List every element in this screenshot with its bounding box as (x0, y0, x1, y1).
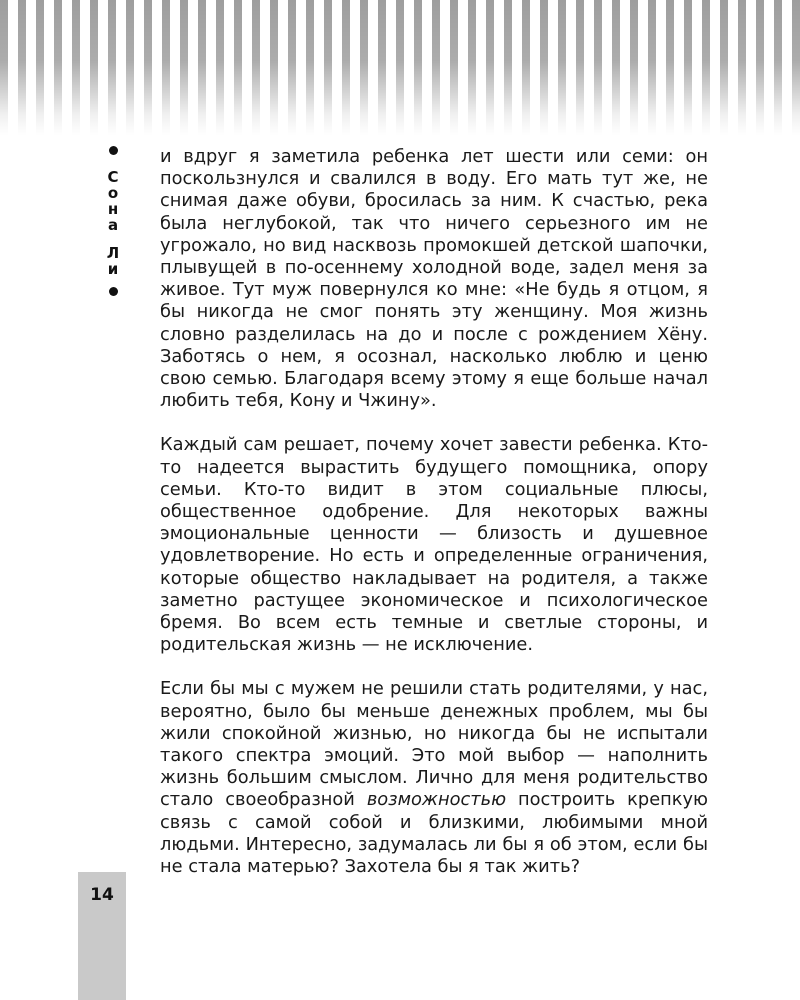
paragraph-2: Каждый сам решает, почему хочет завести ребенка. Кто-то надеется вырастить будущего помощника, опору семьи. Кто-то видит в этом социальные плюсы, общественное одобрение. Для некоторых важны эмоциональные ценности — близость и душевное удовлетворение. Но есть и определенные ограничения, которые общество накладывает на родителя, а также заметно растущее экономическое и психологическое бремя. Во всем есть темные и светлые стороны, и родительская жизнь — не исключение. (160, 434, 708, 656)
bullet-dot-top (109, 146, 118, 155)
paragraph-3-italic: возможностью (366, 789, 507, 811)
author-letter: н (107, 200, 119, 218)
paragraph-3 (160, 678, 708, 878)
author-letter: о (107, 184, 119, 202)
body-text (160, 146, 708, 900)
author-name-vertical (107, 169, 119, 277)
author-sidebar (100, 146, 126, 296)
author-letter: и (107, 260, 119, 278)
bullet-dot-bottom (109, 287, 118, 296)
author-letter: а (107, 216, 119, 234)
page-number: 14 (90, 885, 114, 905)
header-fade (0, 0, 800, 135)
author-letter: Л (106, 244, 120, 262)
paragraph-1: и вдруг я заметила ребенка лет шести или семи: он поскользнулся и свалился в воду. Его мать тут же, не снимая даже обуви, бросилась за ним. К счастью, река была неглубокой, так что ничего серьезного им не угрожало, но вид насквозь промокшей детской шапочки, плывущей в по-осеннему холодной воде, задел меня за живое. Тут муж повернулся ко мне: «Не будь я отцом, я бы никогда не смог понять эту женщину. Моя жизнь словно разделилась на до и после с рождением Хёну. Заботясь о нем, я осознал, насколько люблю и ценю свою семью. Благодаря всему этому я еще больше начал любить тебя, Кону и Чжину». (160, 146, 708, 412)
paragraph-3-start: Если бы мы с мужем не решили стать родителями, у нас, вероятно, было бы меньше денежных проблем, мы бы жили спокойной жизнью, но никогда бы не испытали такого спектра эмоций. Это мой выбор — наполнить жизнь большим смыслом. Лично для меня родительство стало своеобразной (160, 678, 708, 811)
author-letter: С (107, 168, 119, 186)
paragraph-3-end: построить крепкую связь с самой собой и близкими, любимыми мной людьми. Интересно, задумалась ли бы я об этом, если бы не стала матерью? Захотела бы я так жить? (160, 789, 708, 878)
